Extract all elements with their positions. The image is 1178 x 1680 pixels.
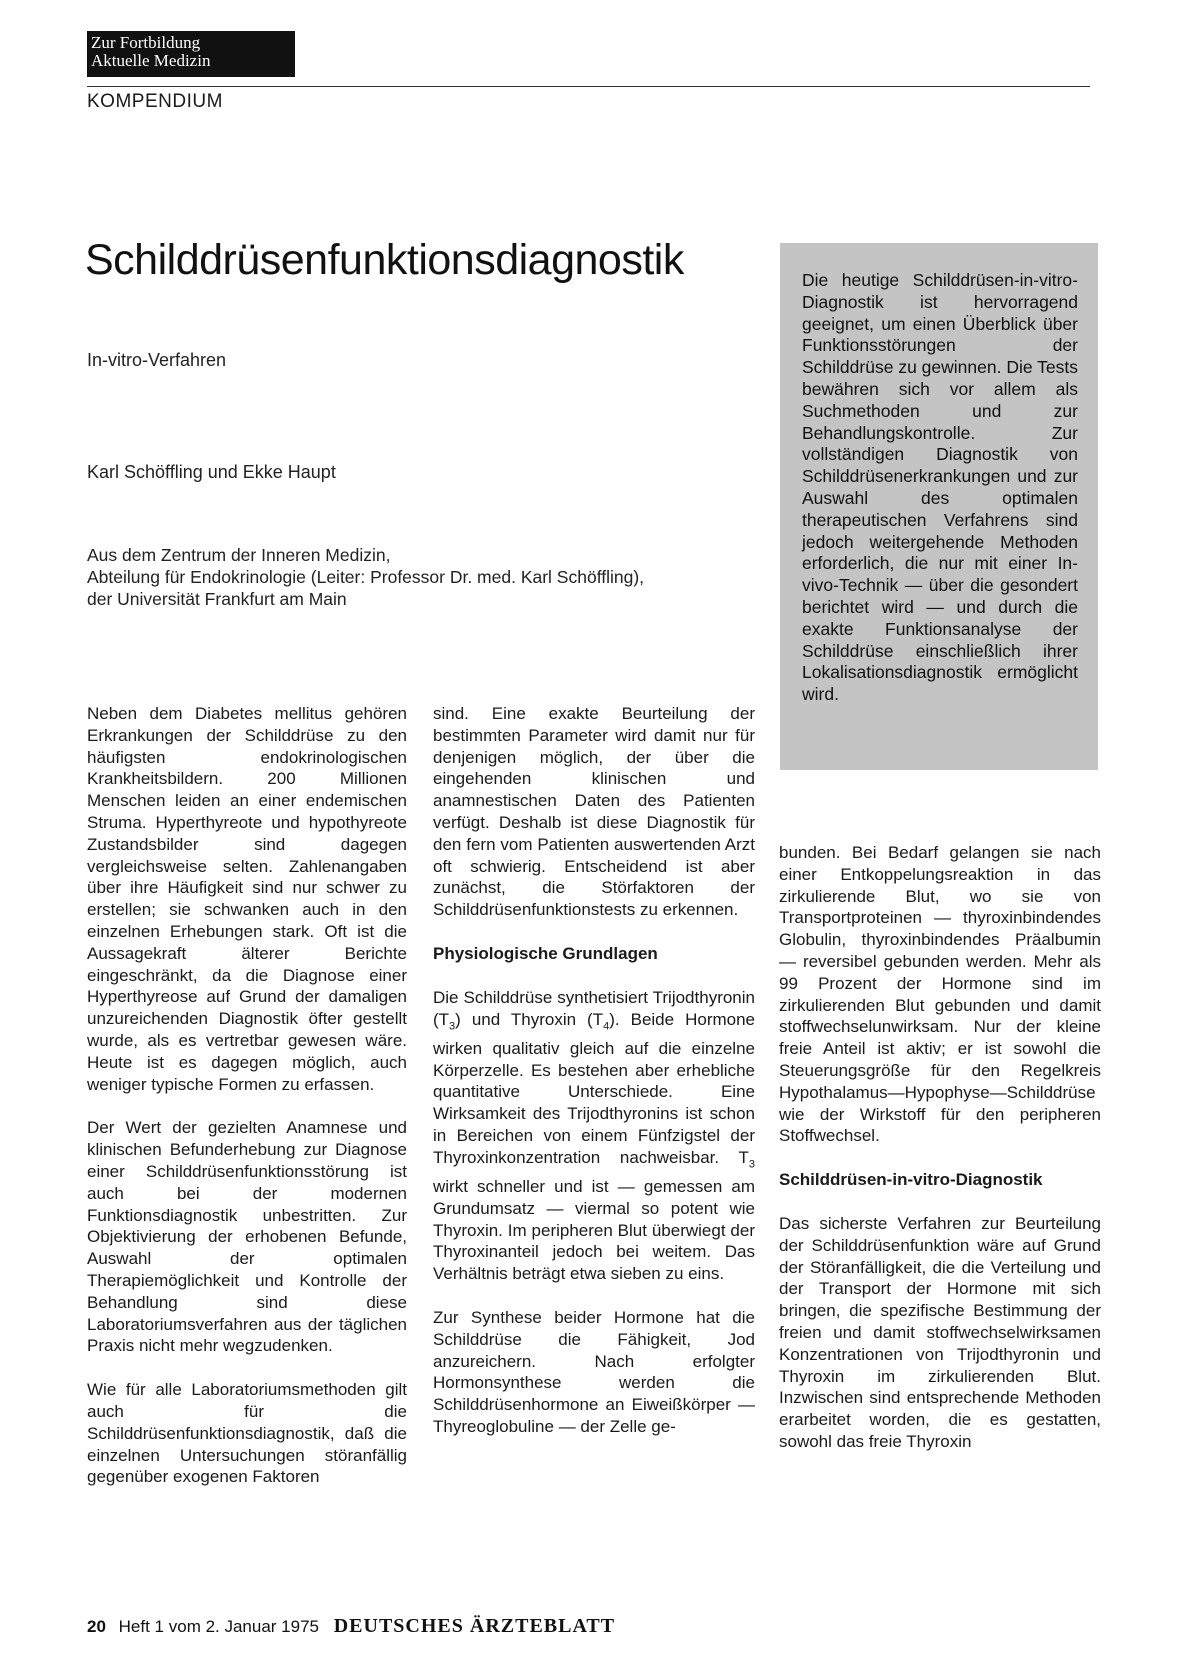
section-heading: Physiologische Grundlagen (433, 943, 658, 963)
subscript: 3 (748, 1158, 755, 1171)
text-run: ) und Thyroxin (T (455, 1009, 604, 1029)
body-paragraph: Das sicherste Verfahren zur Beurteilung der Schilddrüsenfunktion wäre auf Grund der Störanfälligkeit, die die Verteilung und der Transport der Hormone mit sich bringen, die spezifische Bestimmung der freien und damit stoffwechselwirksamen Konzentrationen von Trijodthyronin und Thyroxin im zirkulierenden Blut. Inzwischen sind entsprechende Methoden erarbeitet worden, die es gestatten, sowohl das freie Thyroxin (779, 1213, 1101, 1451)
body-column-1 (87, 703, 407, 1510)
body-paragraph: Der Wert der gezielten Anamnese und klinischen Befunderhebung zur Diagnose einer Schilddrüsenfunktionsstörung ist auch bei der modernen Funktionsdiagnostik unbestritten. Zur Objektivierung der erhobenen Befunde, Auswahl der optimalen Therapiemöglichkeit und Kontrolle der Behandlung sind diese Laboratoriumsverfahren aus der täglichen Praxis nicht mehr wegzudenken. (87, 1118, 407, 1356)
affiliation-line-3: der Universität Frankfurt am Main (87, 589, 347, 609)
text-run: ). Beide Hormone wirken qualitativ gleich auf die einzelne Körperzelle. Es bestehen aber erhebliche quantitative Unterschiede. Eine Wirksamkeit des Trijodthyronins ist schon in Bereichen von einem Fünfzigstel der Thyroxinkonzentration nachweisbar. T (433, 1009, 755, 1167)
journal-name: DEUTSCHES ÄRZTEBLATT (333, 1615, 616, 1637)
body-paragraph: sind. Eine exakte Beurteilung der bestimmten Parameter wird damit nur für denjenigen möglich, der über die eingehenden klinischen und anamnestischen Daten des Patienten verfügt. Deshalb ist diese Diagnostik für den fern vom Patienten auswertenden Arzt oft schwierig. Entscheidend ist aber zunächst, die Störfaktoren der Schilddrüsenfunktionstests zu erkennen. (433, 704, 755, 920)
subscript: 4 (603, 1019, 610, 1032)
body-paragraph: bunden. Bei Bedarf gelangen sie nach einer Entkoppelungsreaktion in das zirkulierende Blut, wo sie von Transportproteinen — thyroxinbindendes Globulin, thyroxinbindendes Präalbumin — reversibel gebunden werden. Mehr als 99 Prozent der Hormone sind im zirkulierenden Blut gebunden und damit stoffwechselunwirksam. Nur der kleine freie Anteil ist aktiv; er ist sowohl die Steuerungsgröße für den Regelkreis Hypothalamus—Hypophyse—Schilddrüse wie der Wirkstoff für den peripheren Stoffwechsel. (779, 843, 1101, 1146)
section-badge (87, 31, 295, 77)
body-paragraph: Wie für alle Laboratoriumsmethoden gilt auch für die Schilddrüsenfunktionsdiagnostik, daß die einzelnen Untersuchungen störanfällig gegenüber exogenen Faktoren (87, 1380, 407, 1487)
badge-line-2: Aktuelle Medizin (91, 51, 211, 70)
page-footer (87, 1615, 615, 1638)
section-heading: Schilddrüsen-in-vitro-Diagnostik (779, 1170, 1043, 1190)
abstract-text: Die heutige Schilddrüsen-in-vitro-Diagnostik ist hervorragend geeignet, um einen Überblick über Funktionsstörungen der Schilddrüse zu gewinnen. Die Tests bewähren sich vor allem als Suchmethoden und zur Behandlungskontrolle. Zur vollständigen Diagnostik von Schilddrüsenerkrankungen und zur Auswahl des optimalen therapeutischen Verfahrens sind jedoch weitergehende Methoden erforderlich, die nur mit einer In-vivo-Technik — über die gesondert berichtet wird — und durch die exakte Funktionsanalyse der Schilddrüse einschließlich ihrer Lokalisationsdiagnostik ermöglicht wird. (802, 270, 1078, 705)
article-authors: Karl Schöffling und Ekke Haupt (87, 462, 336, 482)
badge-line-1: Zur Fortbildung (91, 33, 201, 52)
article-subtitle: In-vitro-Verfahren (87, 350, 227, 370)
text-run: wirkt schneller und ist — gemessen am Grundumsatz — viermal so potent wie Thyroxin. Im peripheren Blut überwiegt der Thyroxinanteil jedoch bei weitem. Das Verhältnis beträgt etwa sieben zu eins. (433, 1176, 755, 1284)
body-paragraph: Zur Synthese beider Hormone hat die Schilddrüse die Fähigkeit, Jod anzureichern. Nach erfolgter Hormonsynthese werden die Schilddrüsenhormone an Eiweißkörper — Thyreoglobuline — der Zelle ge- (433, 1307, 755, 1436)
page-number: 20 (87, 1617, 106, 1636)
subscript: 3 (449, 1019, 456, 1032)
section-label: KOMPENDIUM (87, 91, 223, 112)
body-paragraph (433, 987, 755, 1285)
body-column-3 (779, 842, 1101, 1475)
header-rule (87, 86, 1090, 87)
article-title: Schilddrüsenfunktionsdiagnostik (85, 236, 684, 284)
text-run: Die Schilddrüse synthetisiert Trijodthyronin (T (433, 987, 755, 1029)
body-paragraph: Neben dem Diabetes mellitus gehören Erkrankungen der Schilddrüse zu den häufigsten endokrinologischen Krankheitsbildern. 200 Millionen Menschen leiden an einer endemischen Struma. Hyperthyreote und hypothyreote Zustandsbilder sind dagegen vergleichsweise selten. Zahlenangaben über ihre Häufigkeit sind nur schwer zu erstellen; sie schwanken auch in den einzelnen Erhebungen stark. Oft ist die Aussagekraft älterer Berichte eingeschränkt, da die Diagnose einer Hyperthyreose auf Grund der damaligen unzureichenden Diagnostik öfter gestellt wurde, als es vertretbar gewesen wäre. Heute ist es dagegen möglich, auch weniger typische Formen zu erfassen. (87, 704, 407, 1094)
abstract-box (780, 243, 1098, 770)
article-affiliation (87, 544, 644, 610)
body-column-2 (433, 703, 755, 1460)
issue-info: Heft 1 vom 2. Januar 1975 (118, 1617, 319, 1636)
affiliation-line-1: Aus dem Zentrum der Inneren Medizin, (87, 545, 391, 565)
affiliation-line-2: Abteilung für Endokrinologie (Leiter: Professor Dr. med. Karl Schöffling), (87, 567, 645, 587)
